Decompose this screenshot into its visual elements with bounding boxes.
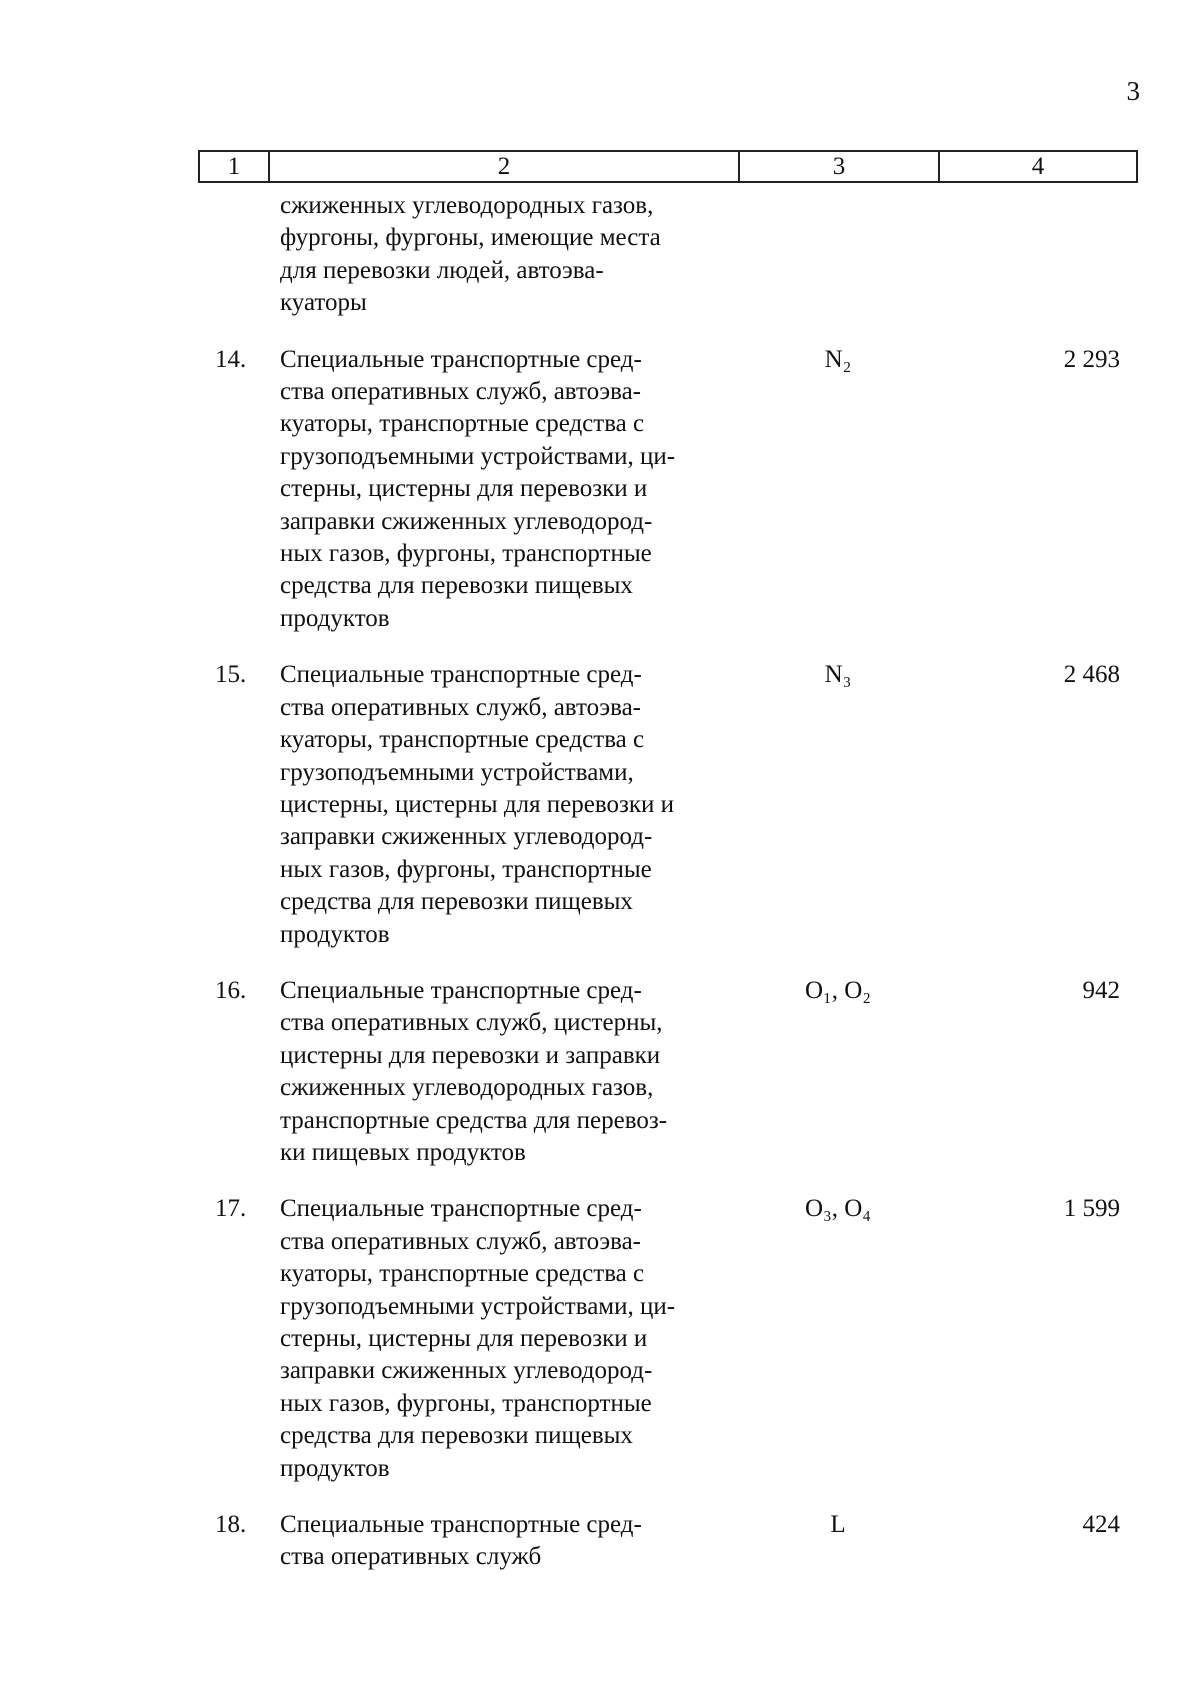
row-description: Специальные транспортные сред- ства оперативных служб, цистерны, цистерны для перевозки и заправки сжиженных углеводородных газов, транспортные средства для перевоз- ки пищевых продуктов	[280, 976, 668, 1166]
header-col-3: 3	[740, 152, 940, 181]
row-value: 424	[1082, 1511, 1120, 1539]
row-category: O₁, O₂	[804, 976, 872, 1004]
table-body	[198, 190, 1138, 1574]
table-row	[198, 1509, 1138, 1574]
table-row	[198, 1193, 1138, 1485]
table-row	[198, 190, 1138, 320]
row-value: 2 293	[1063, 345, 1120, 373]
row-description: Специальные транспортные сред- ства оперативных служб	[280, 1511, 642, 1571]
table-row	[198, 975, 1138, 1169]
table-row	[198, 344, 1138, 636]
header-col-1: 1	[200, 152, 270, 181]
row-number: 16.	[215, 976, 247, 1004]
row-description: Специальные транспортные сред- ства оперативных служб, автоэва- куаторы, транспортные средства с грузоподъемными устройствами, ци- стерны, цистерны для перевозки и заправки сжиженных углеводород- ных газов, фургоны, транспортные средства для перевозки пищевых продуктов	[280, 1195, 676, 1482]
row-value	[938, 190, 1130, 320]
row-description: Специальные транспортные сред- ства оперативных служб, автоэва- куаторы, транспортные средства с грузоподъемными устройствами, ци- стерны, цистерны для перевозки и заправки сжиженных углеводород- ных газов, фургоны, транспортные средства для перевозки пищевых продуктов	[280, 345, 676, 632]
table-row	[198, 659, 1138, 951]
row-category	[738, 190, 938, 320]
row-number: 14.	[215, 345, 247, 373]
header-col-2: 2	[270, 152, 740, 181]
row-category: N₂	[824, 345, 852, 373]
row-description: Специальные транспортные сред- ства оперативных служб, автоэва- куаторы, транспортные средства с грузоподъемными устройствами, цистерны, цистерны для перевозки и заправки сжиженных углеводород- ных газов, фургоны, транспортные средства для перевозки пищевых продуктов	[280, 661, 675, 948]
row-number: 18.	[215, 1511, 247, 1539]
row-number	[198, 190, 268, 320]
row-number: 17.	[215, 1195, 247, 1223]
page-number: 3	[1126, 76, 1140, 106]
row-category: L	[830, 1511, 846, 1539]
row-category: N₃	[824, 661, 852, 689]
row-value: 942	[1082, 976, 1120, 1004]
table-header	[198, 150, 1138, 183]
row-value: 2 468	[1063, 661, 1120, 689]
header-col-4: 4	[1031, 153, 1045, 180]
row-description: сжиженных углеводородных газов, фургоны, фургоны, имеющие места для перевозки людей, автоэва- куаторы	[280, 192, 661, 317]
row-value: 1 599	[1063, 1195, 1120, 1223]
row-number: 15.	[215, 661, 247, 689]
row-category: O₃, O₄	[804, 1195, 872, 1223]
